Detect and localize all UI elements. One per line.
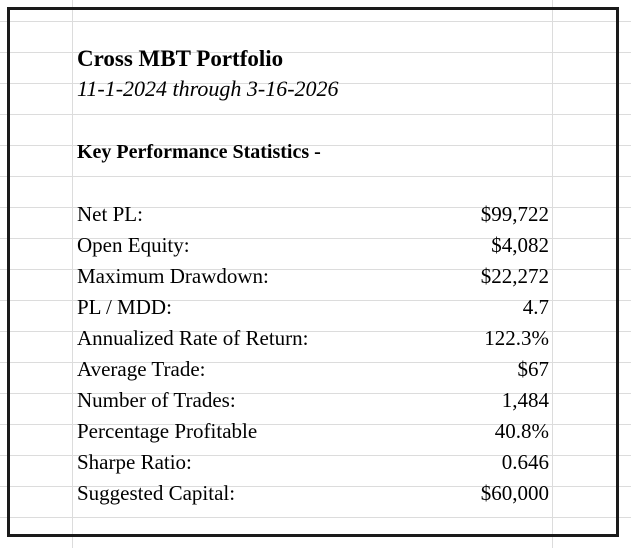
stat-label-max-drawdown[interactable]: Maximum Drawdown: xyxy=(77,264,269,288)
stat-label-percentage-profitable[interactable]: Percentage Profitable xyxy=(77,419,258,443)
report-date-range[interactable]: 11-1-2024 through 3-16-2026 xyxy=(77,76,339,101)
report-title[interactable]: Cross MBT Portfolio xyxy=(77,46,284,71)
stat-value-open-equity[interactable]: $4,082 xyxy=(491,233,549,257)
stat-label-annualized-return[interactable]: Annualized Rate of Return: xyxy=(77,326,309,350)
stat-value-net-pl[interactable]: $99,722 xyxy=(480,202,549,226)
stat-label-average-trade[interactable]: Average Trade: xyxy=(77,357,206,381)
stat-label-number-of-trades[interactable]: Number of Trades: xyxy=(77,388,236,412)
stat-value-sharpe-ratio[interactable]: 0.646 xyxy=(501,450,549,474)
stat-label-sharpe-ratio[interactable]: Sharpe Ratio: xyxy=(77,450,192,474)
stat-value-annualized-return[interactable]: 122.3% xyxy=(484,326,549,350)
stat-value-average-trade[interactable]: $67 xyxy=(517,357,549,381)
stat-value-percentage-profitable[interactable]: 40.8% xyxy=(494,419,549,443)
section-heading[interactable]: Key Performance Statistics - xyxy=(77,141,321,163)
stat-label-suggested-capital[interactable]: Suggested Capital: xyxy=(77,481,236,505)
stat-value-pl-mdd[interactable]: 4.7 xyxy=(522,295,549,319)
stat-label-open-equity[interactable]: Open Equity: xyxy=(77,233,190,257)
stat-label-net-pl[interactable]: Net PL: xyxy=(77,202,143,226)
stat-value-number-of-trades[interactable]: 1,484 xyxy=(501,388,549,412)
stat-label-pl-mdd[interactable]: PL / MDD: xyxy=(77,295,172,319)
stat-value-max-drawdown[interactable]: $22,272 xyxy=(480,264,549,288)
stat-value-suggested-capital[interactable]: $60,000 xyxy=(480,481,549,505)
